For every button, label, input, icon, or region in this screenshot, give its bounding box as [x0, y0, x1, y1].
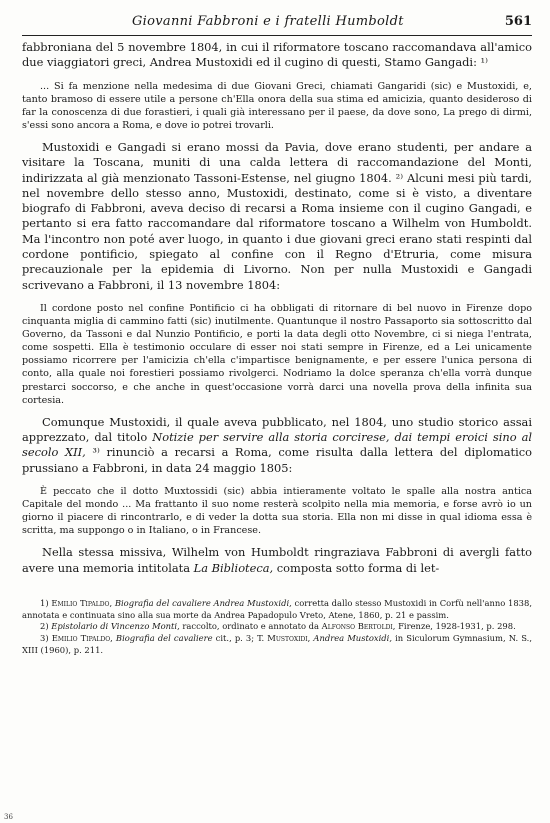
footnote-3-title: Biografia del cavaliere	[112, 633, 213, 644]
page-number: 561	[504, 14, 532, 29]
footnote-3-author: Emilio Tipaldo,	[51, 633, 113, 644]
quotation-3: È peccato che il dotto Muxtossidi (sic) abbia intieramente voltato le spalle alla nostra antica Capitale del mondo ... Ma frattanto il suo nome resterà scolpito nella mia memoria, e forse avrò io un giorno il piacere di rincontrarlo, e di veder la dotta sua storia. Ella non mi disse in qual idioma essa è scritta, ma suppongo o in Italiano, o in Francese.	[22, 485, 532, 537]
footnote-2-end: Firenze, 1928-1931, p. 298.	[395, 621, 516, 632]
footnote-2	[22, 621, 532, 633]
printer-signature: 36	[4, 813, 13, 821]
paragraph-3-text-b: ³⁾ rinunciò a recarsi a Roma, come risulta dalla lettera del diplomatico prussiano a Fabbroni, in data 24 maggio 1805:	[22, 445, 532, 475]
footnote-2-title: Epistolario di Vincenzo Monti,	[51, 621, 180, 632]
paragraph-1: fabbroniana del 5 novembre 1804, in cui il riformatore toscano raccomandava all'amico due viaggiatori greci, Andrea Mustoxidi ed il cugino di questi, Stamo Gangadi: ¹⁾	[22, 40, 532, 70]
paragraph-4-text-a: Nella stessa missiva, Wilhelm von Humboldt ringraziava Fabbroni di avergli fatto avere una memoria intitolata	[22, 545, 532, 575]
paragraph-3	[22, 415, 532, 476]
footnote-2-number: 2)	[40, 621, 49, 632]
paragraph-4	[22, 545, 532, 576]
paragraph-4-text-b: composta sotto forma di let-	[273, 560, 440, 575]
footnote-1	[22, 598, 532, 622]
paragraph-3-work-title: Notizie per servire alla storia corcirese, dai tempi eroici sino al secolo XII,	[22, 429, 532, 460]
footnote-1-number: 1)	[40, 597, 49, 608]
footnote-2-rest: raccolto, ordinato e annotato da	[179, 621, 322, 632]
footnote-1-rest: corretta dallo stesso Mustoxidi in Corfù nell'anno 1838, annotata e continuata sino alla sua morte da Andrea Papadopulo Vreto, Atene, 1860, p. 21 e passim.	[22, 597, 532, 620]
main-text	[22, 40, 532, 576]
page	[22, 14, 532, 657]
footnote-3	[22, 633, 532, 657]
footnote-3-author-2: Mustoxidi,	[267, 633, 311, 644]
paragraph-4-work-title: La Biblioteca,	[193, 560, 274, 575]
quotation-2: Il cordone posto nel confine Pontificio ci ha obbligati di ritornare di bel nuovo in Firenze dopo cinquanta miglia di cammino fatti (sic) inutilmente. Quantunque il nostro Passaporto sia sottoscritto dal Governo, da Tassoni e dal Nunzio Pontificio, e porti la data degli otto Novembre, ci si niega l'entrata, come sospetti. Ella è testimonio occulare di esser noi stati sempre in Firenze, ed a Lei unicamente possiamo ricorrere per l'amicizia ch'ella c'impartisce benignamente, e per essere l'unica persona di conto, alla quale noi forestieri possiamo rivolgerci. Nodriamo la dolce speranza ch'ella vorrà dunque prestarci soccorso, e che anche in quest'occasione vorrà darci una novella prova della infinita sua cortesia.	[22, 302, 532, 406]
running-header	[22, 14, 532, 36]
footnote-1-author: Emilio Tipaldo,	[51, 597, 113, 608]
footnote-3-number: 3)	[40, 633, 49, 644]
footnotes	[22, 598, 532, 657]
running-title: Giovanni Fabbroni e i fratelli Humboldt	[132, 14, 404, 29]
quotation-1: ... Si fa menzione nella medesima di due Giovani Greci, chiamati Gangaridi (sic) e Mustoxidi, e, tanto bramoso di essere utile a persone ch'Ella onora della sua stima ed amicizia, quanto desideroso di far la conoscenza di due forastieri, i quali già interessano per il paese, da dove sono, La prego di dirmi, s'essi sono ancora a Roma, e dove io potrei trovarli.	[22, 80, 532, 131]
footnote-3-mid: cit., p. 3; T.	[212, 633, 268, 644]
footnote-2-editor: Alfonso Bertoldi,	[321, 621, 396, 632]
footnote-1-title: Biografia del cavaliere Andrea Mustoxidi,	[112, 597, 292, 608]
paragraph-3-text-a: Comunque Mustoxidi, il quale aveva pubblicato, nel 1804, uno studio storico assai apprezzato, dal titolo	[22, 414, 532, 444]
footnote-3-title-2: Andrea Mustoxidi,	[310, 633, 393, 644]
paragraph-2: Mustoxidi e Gangadi si erano mossi da Pavia, dove erano studenti, per andare a visitare la Toscana, muniti di una calda lettera di raccomandazione del Monti, indirizzata al già menzionato Tassoni-Estense, nel giugno 1804. ²⁾ Alcuni mesi più tardi, nel novembre dello stesso anno, Mustoxidi, destinato, come si è visto, a diventare biografo di Fabbroni, aveva deciso di recarsi a Roma insieme con il cugino Gangadi, e pertanto si era fatto raccomandare dal riformatore toscano a Wilhelm von Humboldt. Ma l'incontro non poté aver luogo, in quanto i due giovani greci erano stati respinti dal cordone pontificio, spiegato al confine con il Regno d'Etruria, come misura precauzionale per la epidemia di Livorno. Non per nulla Mustoxidi e Gangadi scrivevano a Fabbroni, il 13 novembre 1804:	[22, 139, 532, 292]
footnote-3-end: in Siculorum Gymnasium, N. S., XIII (1960), p. 211.	[22, 633, 533, 656]
